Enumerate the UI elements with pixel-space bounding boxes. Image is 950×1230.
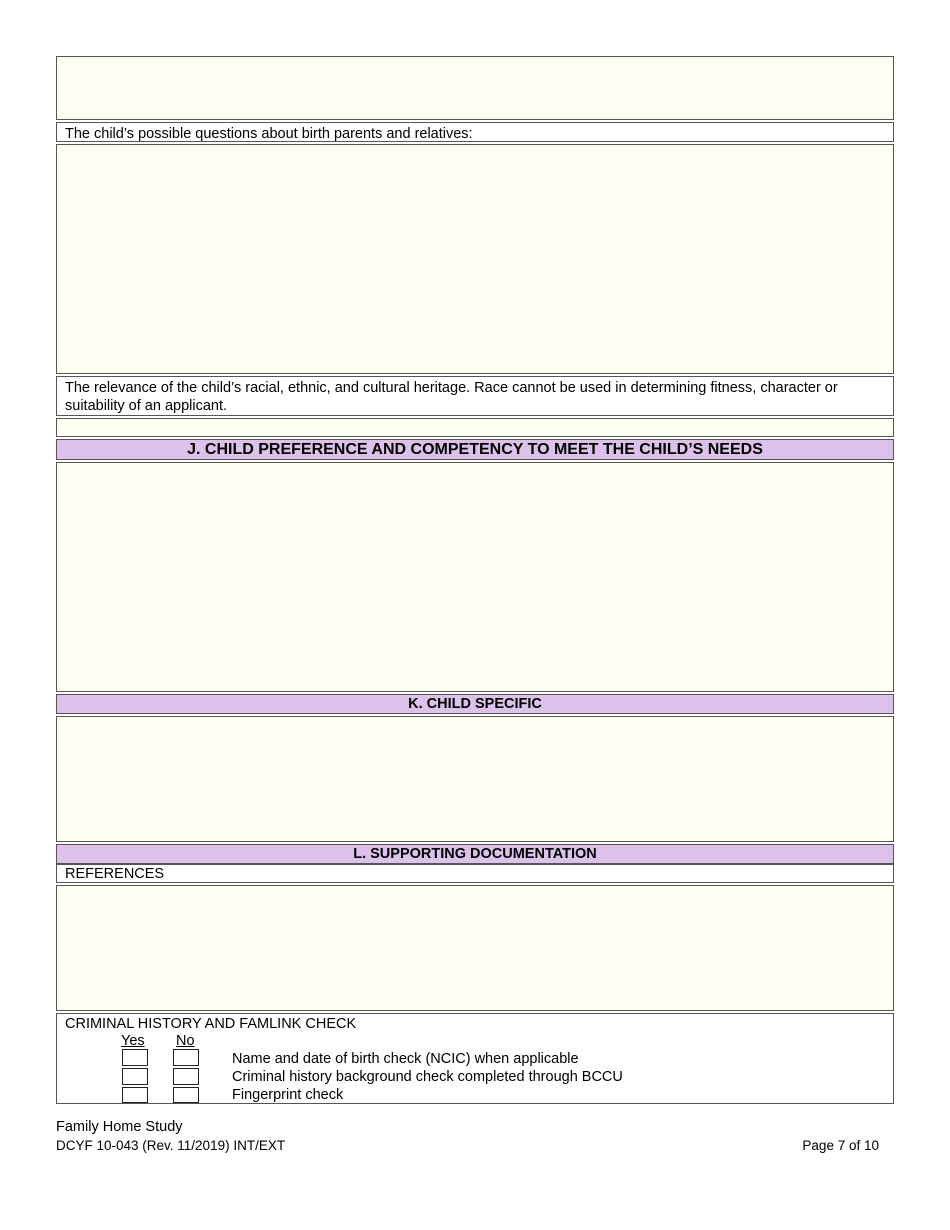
bccu-check-yes-checkbox[interactable] <box>122 1068 148 1085</box>
yes-column-header: Yes <box>121 1033 145 1049</box>
fingerprint-check-yes-checkbox[interactable] <box>122 1087 148 1103</box>
ncic-check-no-checkbox[interactable] <box>173 1049 199 1066</box>
footer-page-number <box>802 1137 879 1154</box>
previous-section-text-area[interactable] <box>56 56 894 120</box>
section-k-text-area[interactable] <box>56 716 894 842</box>
heritage-label <box>56 376 894 416</box>
references-label-text: REFERENCES <box>65 866 165 882</box>
ncic-check-label: Name and date of birth check (NCIC) when applicable <box>232 1051 579 1067</box>
footer-form-title <box>56 1119 183 1136</box>
bccu-check-no-checkbox[interactable] <box>173 1068 199 1085</box>
section-j-text-area[interactable] <box>56 462 894 692</box>
footer-form-number-text: DCYF 10-043 (Rev. 11/2019) INT/EXT <box>56 1138 286 1153</box>
footer-form-number <box>56 1137 285 1154</box>
criminal-history-title: CRIMINAL HISTORY AND FAMLINK CHECK <box>65 1016 357 1032</box>
fingerprint-check-label: Fingerprint check <box>232 1087 344 1103</box>
section-k-title: K. CHILD SPECIFIC <box>408 696 542 712</box>
references-text-area[interactable] <box>56 885 894 1011</box>
no-column-header: No <box>176 1033 195 1049</box>
fingerprint-check-no-checkbox[interactable] <box>173 1087 199 1103</box>
criminal-history-section <box>56 1013 894 1104</box>
footer-page-number-text: Page 7 of 10 <box>802 1138 879 1153</box>
section-l-title: L. SUPPORTING DOCUMENTATION <box>353 846 597 862</box>
section-k-header <box>56 694 894 714</box>
birth-parents-questions-text-area[interactable] <box>56 144 894 374</box>
section-l-header <box>56 844 894 864</box>
references-label <box>56 864 894 883</box>
heritage-text-area[interactable] <box>56 418 894 437</box>
birth-parents-questions-label <box>56 122 894 142</box>
heritage-label-text: The relevance of the child’s racial, ethnic, and cultural heritage. Race cannot be used in determining fitness, character or suitability of an applicant. <box>65 380 838 414</box>
section-j-header <box>56 439 894 460</box>
birth-parents-questions-label-text: The child’s possible questions about birth parents and relatives: <box>65 126 473 142</box>
bccu-check-label: Criminal history background check completed through BCCU <box>232 1069 623 1085</box>
ncic-check-yes-checkbox[interactable] <box>122 1049 148 1066</box>
section-j-title: J. CHILD PREFERENCE AND COMPETENCY TO MEET THE CHILD’S NEEDS <box>187 441 763 458</box>
footer-form-title-text: Family Home Study <box>56 1119 183 1135</box>
